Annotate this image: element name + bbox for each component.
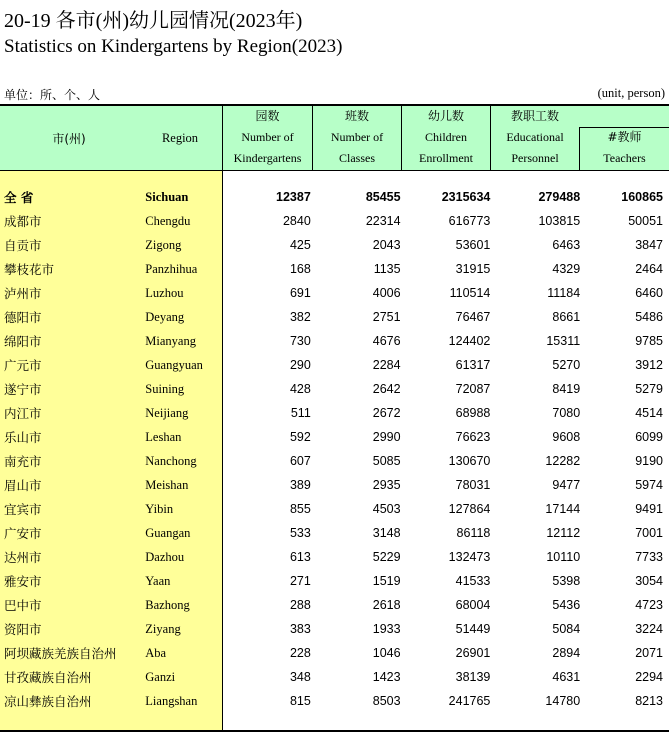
region-name-en: Dazhou [145, 549, 185, 564]
personnel-value: 5398 [552, 574, 581, 588]
teachers-value: 9491 [635, 502, 663, 516]
header-enrollment-en1: Children [425, 130, 467, 144]
table-row [0, 569, 669, 593]
table-row [0, 401, 669, 425]
region-name-cn: 广安市 [4, 526, 42, 541]
header-kindergartens-cn: 园数 [255, 109, 280, 123]
enrollment-value: 124402 [448, 334, 491, 348]
kindergartens-value: 730 [289, 334, 311, 348]
personnel-value: 5084 [552, 622, 581, 636]
header-kindergartens-en1: Number of [241, 130, 294, 144]
kindergartens-value: 425 [289, 238, 311, 252]
personnel-value: 6463 [552, 238, 581, 252]
personnel-value: 4631 [552, 670, 581, 684]
region-name-cn: 全 省 [4, 190, 34, 205]
classes-value: 1519 [372, 574, 401, 588]
kindergartens-value: 533 [289, 526, 311, 540]
region-name-cn: 雅安市 [4, 574, 42, 589]
table-row [0, 305, 669, 329]
personnel-value: 17144 [545, 502, 581, 516]
region-name-en: Guangan [145, 525, 191, 540]
header-region-en: Region [161, 130, 199, 145]
teachers-value: 160865 [621, 190, 663, 204]
enrollment-value: 130670 [448, 454, 491, 468]
total-row [0, 185, 669, 209]
enrollment-value: 68988 [455, 406, 491, 420]
header-teachers-en: Teachers [603, 151, 646, 165]
classes-value: 3148 [372, 526, 401, 540]
personnel-value: 15311 [546, 334, 581, 348]
classes-value: 85455 [365, 190, 401, 204]
region-name-en: Yibin [145, 501, 174, 516]
personnel-value: 9477 [552, 478, 581, 492]
region-name-en: Panzhihua [145, 261, 198, 276]
enrollment-value: 61317 [455, 358, 491, 372]
page-title-cn: 20-19 各市(州)幼儿园情况(2023年) [4, 10, 303, 32]
personnel-value: 10110 [546, 550, 581, 564]
table-row [0, 281, 669, 305]
enrollment-value: 53601 [455, 238, 491, 252]
enrollment-value: 51449 [455, 622, 491, 636]
personnel-value: 12112 [546, 526, 581, 540]
region-name-en: Nanchong [145, 453, 197, 468]
kindergartens-value: 271 [289, 574, 311, 588]
region-name-cn: 甘孜藏族自治州 [4, 670, 92, 685]
table-row [0, 353, 669, 377]
teachers-value: 3912 [635, 358, 663, 372]
personnel-value: 8661 [552, 310, 581, 324]
region-name-cn: 南充市 [4, 454, 42, 469]
region-name-cn: 成都市 [4, 214, 42, 229]
region-name-en: Ziyang [145, 621, 181, 636]
classes-value: 22314 [365, 214, 401, 228]
personnel-value: 8419 [552, 382, 581, 396]
kindergartens-value: 348 [289, 670, 311, 684]
teachers-value: 3847 [635, 238, 663, 252]
classes-value: 2990 [372, 430, 401, 444]
kindergartens-value: 511 [290, 406, 311, 420]
region-name-cn: 宜宾市 [4, 502, 42, 517]
region-name-en: Leshan [145, 429, 182, 444]
region-name-en: Liangshan [145, 693, 198, 708]
personnel-value: 279488 [538, 190, 581, 204]
region-name-cn: 凉山彝族自治州 [4, 694, 92, 709]
region-name-cn: 巴中市 [4, 598, 42, 613]
teachers-value: 3054 [635, 574, 663, 588]
header-bottom-rule [0, 170, 669, 171]
kindergartens-value: 228 [289, 646, 311, 660]
classes-value: 1046 [372, 646, 401, 660]
kindergartens-value: 389 [289, 478, 311, 492]
region-name-cn: 绵阳市 [4, 334, 42, 349]
enrollment-value: 616773 [448, 214, 491, 228]
classes-value: 4676 [372, 334, 401, 348]
kindergartens-value: 2840 [282, 214, 311, 228]
region-name-cn: 达州市 [4, 550, 42, 565]
region-name-cn: 自贡市 [4, 238, 42, 253]
enrollment-value: 132473 [448, 550, 491, 564]
enrollment-value: 26901 [455, 646, 491, 660]
personnel-value: 5270 [552, 358, 581, 372]
teachers-value: 4514 [635, 406, 663, 420]
kindergartens-value: 592 [289, 430, 311, 444]
kindergartens-value: 607 [289, 454, 311, 468]
region-name-en: Zigong [145, 237, 182, 252]
region-name-en: Deyang [145, 309, 185, 324]
teachers-value: 2071 [635, 646, 663, 660]
enrollment-value: 68004 [455, 598, 491, 612]
classes-value: 2935 [372, 478, 401, 492]
region-name-en: Chengdu [145, 213, 191, 228]
teachers-value: 6460 [635, 286, 663, 300]
table-row [0, 641, 669, 665]
kindergartens-value: 288 [289, 598, 311, 612]
region-name-en: Sichuan [145, 189, 189, 204]
unit-label-en: (unit, person) [597, 86, 665, 100]
table-row [0, 425, 669, 449]
header-enrollment-cn: 幼儿数 [427, 109, 464, 123]
region-name-en: Ganzi [145, 669, 176, 684]
teachers-value: 2294 [635, 670, 663, 684]
region-name-en: Aba [145, 645, 167, 660]
classes-value: 2618 [372, 598, 401, 612]
classes-value: 2672 [372, 406, 401, 420]
teachers-value: 6099 [635, 430, 663, 444]
region-name-cn: 泸州市 [4, 286, 42, 301]
enrollment-value: 41533 [455, 574, 491, 588]
kindergartens-value: 168 [289, 262, 311, 276]
table-row [0, 377, 669, 401]
personnel-value: 4329 [552, 262, 581, 276]
kindergartens-value: 383 [289, 622, 311, 636]
classes-value: 2751 [372, 310, 401, 324]
kindergartens-value: 815 [289, 694, 311, 708]
enrollment-value: 76623 [455, 430, 491, 444]
kindergartens-value: 855 [289, 502, 311, 516]
classes-value: 2642 [372, 382, 401, 396]
table-row [0, 593, 669, 617]
teachers-value: 50051 [628, 214, 663, 228]
header-classes-cn: 班数 [344, 109, 369, 123]
kindergartens-value: 613 [289, 550, 311, 564]
enrollment-value: 110514 [449, 286, 491, 300]
enrollment-value: 2315634 [441, 190, 491, 204]
teachers-value: 8213 [635, 694, 663, 708]
region-name-cn: 遂宁市 [4, 382, 42, 397]
table-row [0, 257, 669, 281]
enrollment-value: 38139 [455, 670, 491, 684]
region-name-cn: 攀枝花市 [4, 262, 55, 277]
table-row [0, 665, 669, 689]
enrollment-value: 86118 [456, 526, 491, 540]
region-name-en: Luzhou [145, 285, 184, 300]
kindergartens-value: 428 [289, 382, 311, 396]
header-enrollment-en2: Enrollment [419, 151, 473, 165]
header-personnel-cn: 教职工数 [510, 109, 559, 123]
table-row [0, 473, 669, 497]
classes-value: 2284 [372, 358, 401, 372]
personnel-value: 14780 [545, 694, 581, 708]
header-classes-en2: Classes [339, 151, 375, 165]
table-row [0, 521, 669, 545]
header-kindergartens-en2: Kindergartens [233, 151, 302, 165]
region-name-cn: 眉山市 [4, 478, 42, 493]
table-row [0, 209, 669, 233]
teachers-value: 4723 [635, 598, 663, 612]
teachers-value: 3224 [635, 622, 663, 636]
enrollment-value: 127864 [448, 502, 491, 516]
classes-value: 2043 [372, 238, 401, 252]
table-row [0, 617, 669, 641]
enrollment-value: 76467 [455, 310, 491, 324]
region-name-en: Bazhong [145, 597, 190, 612]
region-name-en: Meishan [145, 477, 189, 492]
region-name-en: Suining [145, 381, 185, 396]
enrollment-value: 78031 [455, 478, 491, 492]
classes-value: 5229 [372, 550, 401, 564]
teachers-value: 5974 [635, 478, 663, 492]
header-personnel-en1: Educational [506, 130, 564, 144]
classes-value: 1423 [372, 670, 401, 684]
personnel-value: 9608 [552, 430, 581, 444]
classes-value: 4006 [372, 286, 401, 300]
region-name-cn: 乐山市 [4, 430, 42, 445]
unit-label-cn: 单位：所、个、人 [4, 88, 101, 102]
personnel-value: 7080 [552, 406, 581, 420]
header-classes-en1: Number of [330, 130, 384, 144]
table-row [0, 689, 669, 713]
classes-value: 1933 [372, 622, 401, 636]
kindergartens-value: 290 [289, 358, 311, 372]
teachers-value: 5279 [635, 382, 663, 396]
teachers-value: 9190 [635, 454, 663, 468]
region-name-en: Mianyang [145, 333, 196, 348]
page-title-en: Statistics on Kindergartens by Region(2023) [4, 36, 343, 57]
teachers-value: 9785 [635, 334, 663, 348]
table-bottom-rule [0, 730, 669, 732]
personnel-value: 11184 [547, 286, 581, 300]
region-name-cn: 德阳市 [4, 310, 42, 325]
teachers-value: 2464 [635, 262, 663, 276]
kindergartens-value: 382 [289, 310, 311, 324]
region-name-cn: 广元市 [4, 358, 42, 373]
region-name-en: Yaan [145, 573, 171, 588]
classes-value: 5085 [372, 454, 401, 468]
header-personnel-en2: Personnel [511, 151, 559, 165]
table-row [0, 233, 669, 257]
table-row [0, 329, 669, 353]
teachers-value: 7733 [635, 550, 663, 564]
personnel-value: 12282 [545, 454, 581, 468]
enrollment-value: 241765 [448, 694, 491, 708]
personnel-value: 103815 [538, 214, 581, 228]
region-name-cn: 内江市 [4, 406, 42, 421]
data-table [0, 185, 669, 713]
classes-value: 4503 [372, 502, 401, 516]
region-name-en: Neijiang [145, 405, 189, 420]
enrollment-value: 31915 [455, 262, 491, 276]
classes-value: 8503 [372, 694, 401, 708]
enrollment-value: 72087 [455, 382, 491, 396]
classes-value: 1135 [373, 262, 401, 276]
kindergartens-value: 12387 [276, 190, 311, 204]
region-name-cn: 资阳市 [4, 622, 42, 637]
table-row [0, 449, 669, 473]
header-teachers-cn: #教师 [607, 130, 642, 144]
region-name-en: Guangyuan [145, 357, 203, 372]
header-city-cn: 市(州) [52, 131, 86, 146]
personnel-value: 5436 [552, 598, 581, 612]
teachers-value: 7001 [635, 526, 663, 540]
table-row [0, 545, 669, 569]
table-row [0, 497, 669, 521]
teachers-value: 5486 [635, 310, 663, 324]
personnel-value: 2894 [552, 646, 581, 660]
kindergartens-value: 691 [289, 286, 311, 300]
region-name-cn: 阿坝藏族羌族自治州 [4, 646, 117, 661]
